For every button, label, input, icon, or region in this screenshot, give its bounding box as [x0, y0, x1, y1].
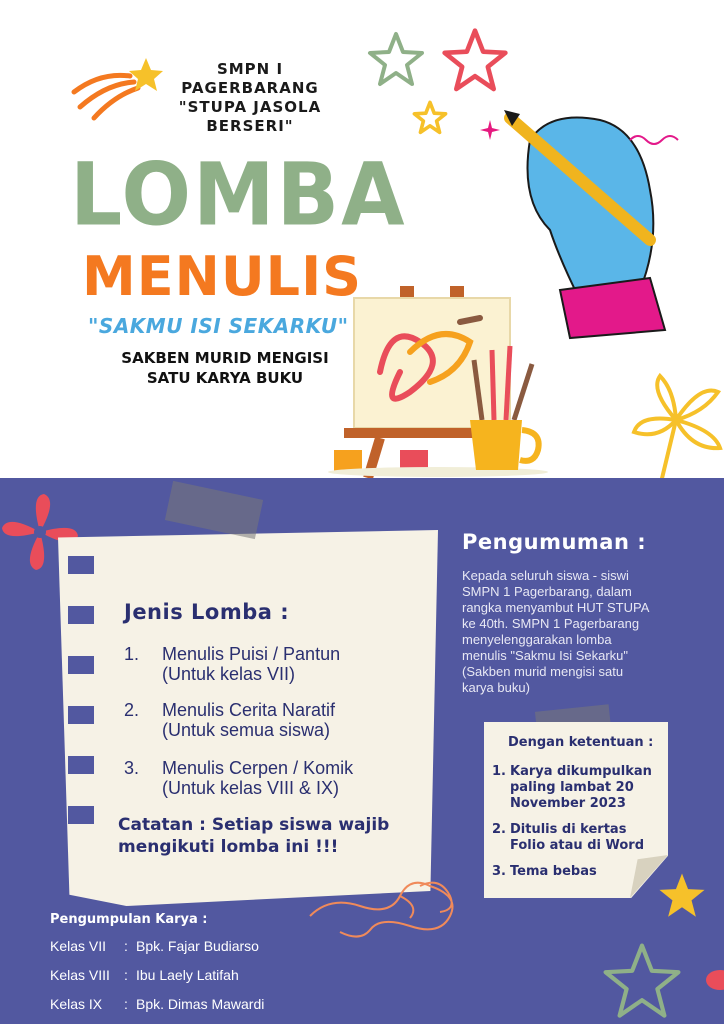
- item-title: Menulis Cerpen / Komik: [162, 758, 354, 778]
- item-note: (Untuk kelas VII): [162, 664, 296, 684]
- item-number: 2.: [492, 822, 506, 837]
- item-title: Menulis Puisi / Pantun: [162, 644, 341, 664]
- submission-row: [50, 996, 310, 1014]
- item-number: 1.: [124, 644, 140, 664]
- separator: :: [124, 938, 128, 954]
- submission-row: [50, 967, 310, 985]
- star-icon: [366, 30, 426, 90]
- note-line: mengikuti lomba ini !!!: [118, 837, 339, 857]
- competition-types-title: Jenis Lomba :: [124, 600, 290, 624]
- binder-holes: [68, 556, 98, 856]
- announcement-line: SMPN 1 Pagerbarang, dalam: [462, 584, 632, 599]
- requirements-title: Dengan ketentuan :: [508, 735, 654, 750]
- item-note: (Untuk kelas VIII & IX): [162, 778, 340, 798]
- school-line: SMPN I: [216, 60, 284, 78]
- star-icon: [600, 940, 684, 1024]
- note-text: [118, 814, 438, 858]
- list-item: [124, 700, 424, 744]
- announcement-line: Kepada seluruh siswa - siswi: [462, 568, 629, 583]
- submission-row: [50, 938, 310, 956]
- title-menulis: MENULIS: [82, 245, 363, 308]
- star-icon: [656, 870, 708, 922]
- subtitle-line: SATU KARYA BUKU: [146, 369, 304, 387]
- school-line: "STUPA JASOLA: [178, 98, 322, 116]
- announcement-line: menulis "Sakmu Isi Sekarku": [462, 648, 629, 663]
- teacher-name: Ibu Laely Latifah: [136, 967, 239, 983]
- separator: :: [124, 967, 128, 983]
- class-label: Kelas VIII: [50, 967, 110, 983]
- list-item: [124, 758, 424, 802]
- announcement-line: karya buku): [462, 680, 530, 695]
- scribble-icon: [300, 856, 470, 942]
- tagline: "SAKMU ISI SEKARKU": [88, 314, 349, 338]
- star-icon: [440, 26, 510, 96]
- header-section: [0, 0, 724, 478]
- class-label: Kelas IX: [50, 996, 103, 1012]
- requirement-item: [492, 764, 668, 812]
- star-icon: [412, 100, 448, 136]
- announcement-body: [462, 568, 724, 696]
- separator: :: [124, 996, 128, 1012]
- school-name: [160, 60, 340, 136]
- announcement-line: (Sakben murid mengisi satu: [462, 664, 624, 679]
- item-number: 1.: [492, 764, 506, 779]
- class-label: Kelas VII: [50, 938, 107, 954]
- announcement-line: rangka menyambut HUT STUPA: [462, 600, 650, 615]
- announcement-title: Pengumuman :: [462, 530, 647, 554]
- submission-title: Pengumpulan Karya :: [50, 912, 208, 927]
- requirement-item: [492, 864, 668, 880]
- subtitle-line: SAKBEN MURID MENGISI: [121, 349, 329, 367]
- brush-cup-icon: [462, 340, 552, 478]
- requirement-item: [492, 822, 668, 854]
- requirement-line: Folio atau di Word: [510, 838, 645, 853]
- requirement-line: paling lambat 20: [510, 780, 634, 795]
- subtitle: [80, 348, 370, 388]
- announcement-line: ke 40th. SMPN 1 Pagerbarang: [462, 616, 640, 631]
- item-title: Menulis Cerita Naratif: [162, 700, 336, 720]
- list-item: [124, 644, 424, 688]
- school-line: PAGERBARANG: [181, 79, 319, 97]
- teacher-name: Bpk. Dimas Mawardi: [136, 996, 265, 1012]
- announcement-line: menyelenggarakan lomba: [462, 632, 612, 647]
- item-note: (Untuk semua siswa): [162, 720, 331, 740]
- requirement-line: November 2023: [510, 796, 626, 811]
- note-line: Catatan : Setiap siswa wajib: [118, 815, 390, 835]
- flower-icon: [700, 960, 724, 1000]
- item-number: 3.: [124, 758, 140, 778]
- flower-icon: [630, 370, 724, 478]
- item-number: 3.: [492, 864, 506, 879]
- item-number: 2.: [124, 700, 140, 720]
- shooting-star-icon: [70, 52, 165, 122]
- requirement-line: Tema bebas: [510, 864, 597, 879]
- requirement-line: Ditulis di kertas: [510, 822, 627, 837]
- school-line: BERSERI": [206, 117, 294, 135]
- title-lomba: LOMBA: [70, 145, 407, 246]
- teacher-name: Bpk. Fajar Budiarso: [136, 938, 259, 954]
- requirement-line: Karya dikumpulkan: [510, 764, 652, 779]
